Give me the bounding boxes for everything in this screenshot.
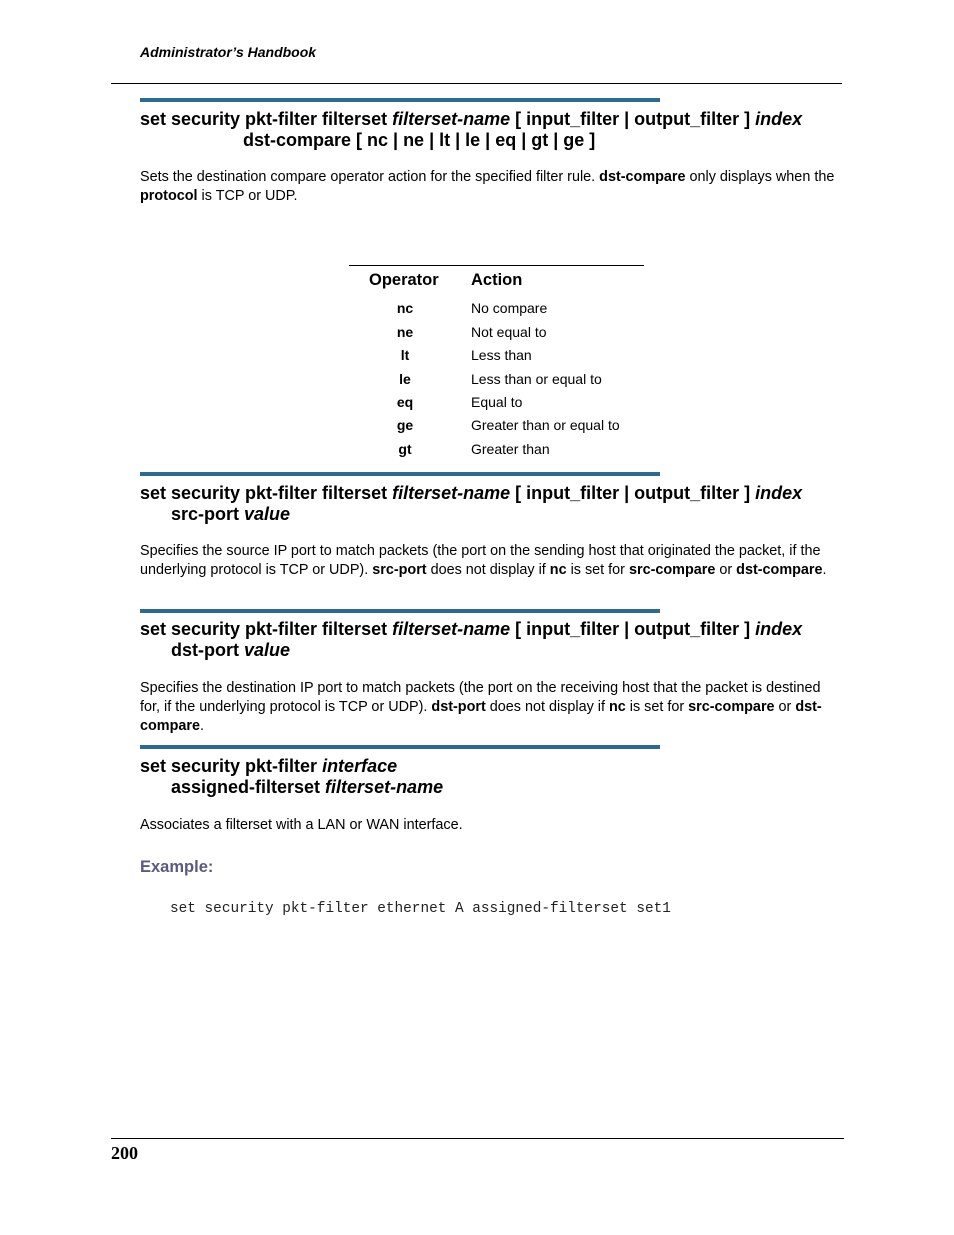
heading-filter-choice: [ input_filter | output_filter ] xyxy=(510,619,756,639)
text: Specifies the destination IP port to match packets (the port on the receiving host that the packet is destined for, if the underlying protocol is TCP or UDP). xyxy=(140,680,821,715)
keyword: src-port xyxy=(372,562,427,578)
paragraph-assigned-filterset: Associates a filterset with a LAN or WAN interface. xyxy=(140,817,463,833)
footer-rule xyxy=(111,1138,844,1139)
table-row-action: Equal to xyxy=(471,394,523,410)
heading-arg-index: index xyxy=(755,619,803,639)
operator-column-header: Operator xyxy=(369,271,439,289)
section-rule-dst-port xyxy=(140,609,660,613)
heading-line-2 xyxy=(140,504,802,525)
table-row-op: ge xyxy=(396,417,414,433)
keyword: nc xyxy=(608,699,626,715)
keyword: dst-port xyxy=(431,699,486,715)
example-label: Example: xyxy=(140,858,214,876)
code-example: set security pkt-filter ethernet A assigned-filterset set1 xyxy=(170,901,671,917)
heading-command-text: set security pkt-filter filterset xyxy=(140,483,393,503)
table-row-action: Greater than or equal to xyxy=(471,417,620,433)
table-row-action: Less than xyxy=(471,347,532,363)
text: Specifies the source IP port to match packets (the port on the sending host that originated the packet, if the underlying protocol is TCP or UDP). xyxy=(140,543,821,578)
text: is TCP or UDP. xyxy=(197,188,298,204)
table-row-action: Not equal to xyxy=(471,324,547,340)
heading-line-2 xyxy=(140,640,802,661)
text: is set for xyxy=(625,699,689,715)
heading-arg-index: index xyxy=(755,483,803,503)
heading-arg-index: index xyxy=(755,109,803,129)
heading-command-text: set security pkt-filter filterset xyxy=(140,619,393,639)
heading-command-text: set security pkt-filter xyxy=(140,756,323,776)
text: is set for xyxy=(566,562,629,578)
heading-arg-interface: interface xyxy=(322,756,398,776)
paragraph-src-port xyxy=(140,542,844,580)
paragraph-dst-compare xyxy=(140,168,844,206)
section-rule-dst-compare xyxy=(140,98,660,102)
text: or xyxy=(774,699,796,715)
keyword: dst-compare xyxy=(736,562,823,578)
heading-src-port-keyword: src-port xyxy=(171,504,245,524)
heading-dst-port xyxy=(140,619,802,661)
heading-dst-port-keyword: dst-port xyxy=(171,640,244,660)
page-number: 200 xyxy=(111,1143,138,1163)
keyword: dst-compare xyxy=(599,169,686,185)
table-row-op: eq xyxy=(396,394,414,410)
text: or xyxy=(715,562,737,578)
keyword: src-compare xyxy=(688,699,775,715)
heading-dst-compare-options: dst-compare [ nc | ne | lt | le | eq | gt | ge ] xyxy=(243,130,596,150)
heading-assigned-filterset xyxy=(140,756,443,798)
heading-arg-filterset-name: filterset-name xyxy=(392,619,511,639)
keyword: src-compare xyxy=(628,562,716,578)
heading-dst-compare xyxy=(140,109,802,151)
table-row-op: le xyxy=(399,371,411,387)
text: does not display if xyxy=(485,699,609,715)
heading-arg-filterset-name: filterset-name xyxy=(392,483,511,503)
heading-arg-value: value xyxy=(243,640,291,660)
heading-filter-choice: [ input_filter | output_filter ] xyxy=(510,483,756,503)
heading-src-port xyxy=(140,483,802,525)
heading-arg-value: value xyxy=(244,504,291,524)
text: only displays when the xyxy=(685,169,835,185)
keyword: dst-compare xyxy=(140,699,822,734)
text: . xyxy=(822,562,827,578)
heading-filter-choice: [ input_filter | output_filter ] xyxy=(510,109,756,129)
heading-command-text: set security pkt-filter filterset xyxy=(140,109,393,129)
operator-table-rule xyxy=(349,265,644,266)
header-rule xyxy=(111,83,842,84)
table-row-action: No compare xyxy=(471,300,548,316)
running-header: Administrator’s Handbook xyxy=(140,44,317,60)
table-row-op: ne xyxy=(396,324,414,340)
heading-line-2 xyxy=(140,777,443,798)
table-row-action: Greater than xyxy=(471,441,550,457)
heading-assigned-filterset-keyword: assigned-filterset xyxy=(171,777,326,797)
keyword: protocol xyxy=(140,188,198,204)
heading-arg-filterset-name: filterset-name xyxy=(325,777,444,797)
section-rule-assigned-filterset xyxy=(140,745,660,749)
table-row-op: gt xyxy=(398,441,412,457)
text: does not display if xyxy=(426,562,550,578)
action-column-header: Action xyxy=(471,271,523,289)
heading-arg-filterset-name: filterset-name xyxy=(392,109,511,129)
table-row-action: Less than or equal to xyxy=(471,371,602,387)
text: Sets the destination compare operator action for the specified filter rule. xyxy=(140,169,600,185)
text: . xyxy=(200,718,204,734)
keyword: nc xyxy=(549,562,567,578)
table-row-op: nc xyxy=(396,300,414,316)
section-rule-src-port xyxy=(140,472,660,476)
paragraph-dst-port xyxy=(140,679,844,736)
table-row-op: lt xyxy=(400,347,410,363)
